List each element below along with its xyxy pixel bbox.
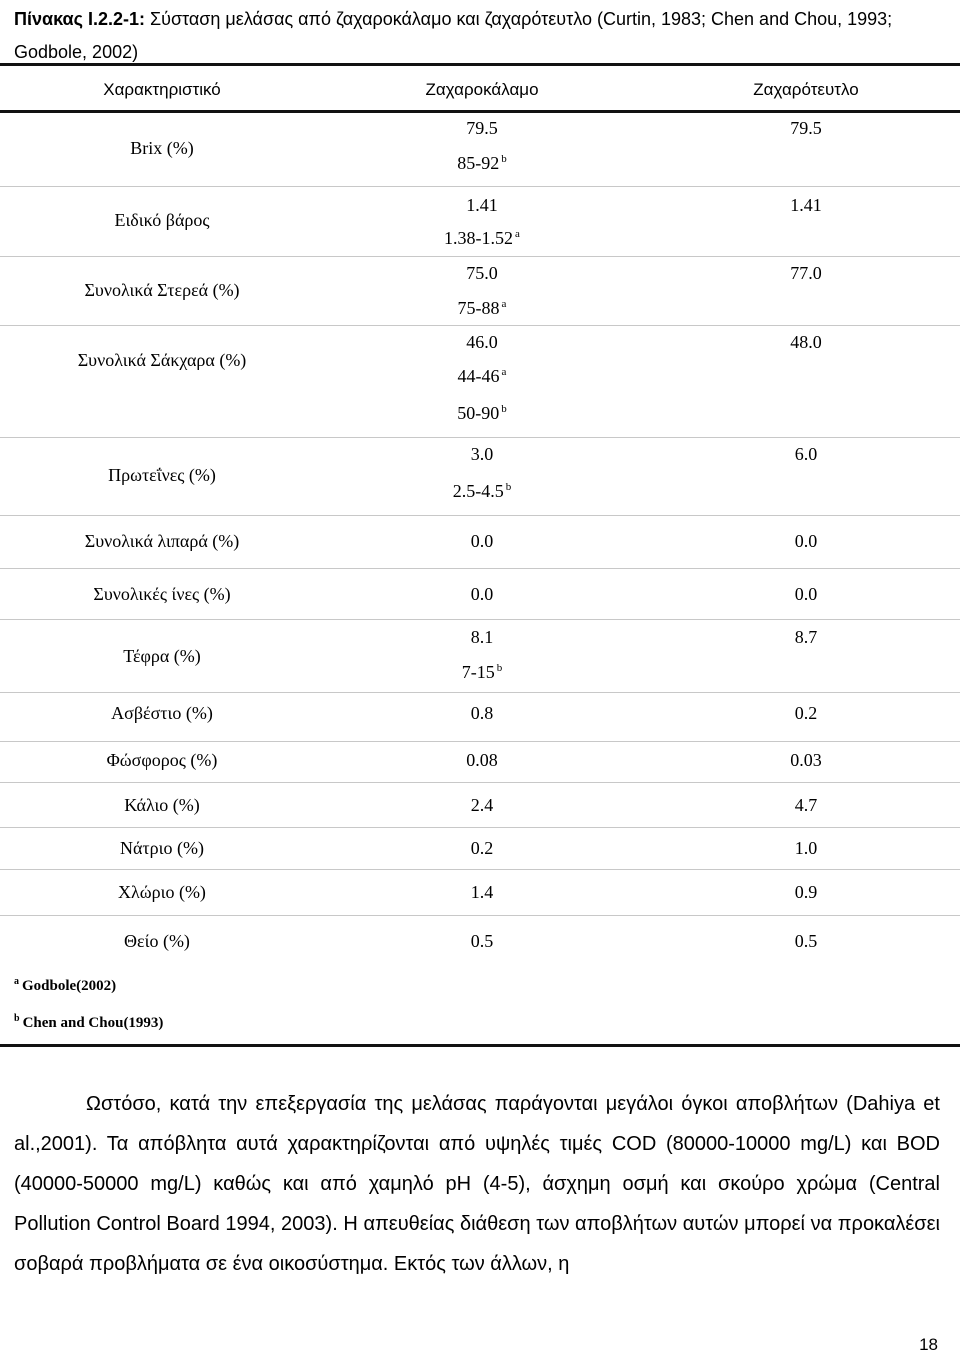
row-label-ash: Τέφρα (%) (123, 646, 201, 666)
header-sugarbeet: Ζαχαρότευτλο (753, 80, 859, 99)
cell-cane-total-sugars: 46.0 (466, 332, 498, 352)
caption-text: Σύσταση μελάσας από ζαχαροκάλαμο και ζαχαρότευτλο (Curtin, 1983; Chen and Chou, 1993; Godbole, 2002) (14, 9, 893, 62)
header-rule (0, 110, 960, 113)
cell-beet-phosphorus: 0.03 (790, 750, 822, 770)
cell-cane-sulfur: 0.5 (470, 931, 494, 951)
header-sugarcane: Ζαχαροκάλαμο (425, 80, 539, 99)
table-top-rule (0, 63, 960, 66)
row-label-potassium: Κάλιο (%) (124, 795, 200, 815)
table-bottom-rule (0, 1044, 960, 1047)
cell-cane-ash: 8.1 (470, 627, 494, 647)
cell-cane-total-fats: 0.0 (470, 531, 494, 551)
cell-cane-total-sugars-range-b: 50-90 $^b$ (457, 403, 507, 423)
body-text (14, 1084, 940, 1284)
cell-beet-total-sugars: 48.0 (790, 332, 822, 352)
cell-cane-ash-range: 7-15 $^b$ (461, 662, 503, 682)
caption-label: Πίνακας Ι.2.2-1: (14, 9, 145, 29)
row-divider (0, 568, 960, 569)
row-divider (0, 515, 960, 516)
footnote-a: $^a$ Godbole(2002) (14, 976, 117, 994)
row-label-chlorine: Χλώριο (%) (118, 882, 206, 902)
cell-cane-calcium: 0.8 (470, 703, 494, 723)
page-number: 18 (919, 1335, 938, 1354)
cell-beet-brix: 79.5 (790, 118, 822, 138)
row-divider (0, 256, 960, 257)
row-label-total-solids: Συνολικά Στερεά (%) (84, 280, 240, 300)
cell-cane-potassium: 2.4 (470, 795, 494, 815)
row-label-sulfur: Θείο (%) (124, 931, 190, 951)
row-label-specific-gravity: Ειδικό βάρος (114, 210, 210, 230)
cell-cane-proteins: 3.0 (470, 444, 494, 464)
cell-beet-ash: 8.7 (794, 627, 818, 647)
cell-cane-total-solids-range: 75-88 $^a$ (457, 298, 507, 318)
row-label-total-fats: Συνολικά λιπαρά (%) (84, 531, 240, 551)
cell-beet-chlorine: 0.9 (794, 882, 818, 902)
row-label-total-fibres: Συνολικές ίνες (%) (93, 584, 231, 604)
cell-cane-brix: 79.5 (466, 118, 498, 138)
cell-cane-specific-gravity: 1.41 (466, 195, 498, 215)
cell-beet-proteins: 6.0 (794, 444, 818, 464)
table-caption (14, 3, 944, 69)
row-label-phosphorus: Φώσφορος (%) (106, 750, 218, 770)
cell-beet-total-fibres: 0.0 (794, 584, 818, 604)
cell-cane-brix-range: 85-92 $^b$ (457, 153, 507, 173)
row-divider (0, 437, 960, 438)
row-divider (0, 869, 960, 870)
cell-beet-sulfur: 0.5 (794, 931, 818, 951)
cell-cane-proteins-range: 2.5-4.5 $^b$ (452, 481, 512, 501)
row-divider (0, 186, 960, 187)
cell-beet-total-solids: 77.0 (790, 263, 822, 283)
row-label-brix: Brix (%) (130, 138, 194, 158)
cell-beet-specific-gravity: 1.41 (790, 195, 822, 215)
cell-beet-sodium: 1.0 (794, 838, 818, 858)
row-divider (0, 741, 960, 742)
cell-cane-total-solids: 75.0 (466, 263, 498, 283)
cell-cane-phosphorus: 0.08 (466, 750, 498, 770)
body-paragraph: Ωστόσο, κατά την επεξεργασία της μελάσας παράγονται μεγάλοι όγκοι αποβλήτων (Dahiya et al.,2001). Τα απόβλητα αυτά χαρακτηρίζονται από υψηλές τιμές COD (80000-10000 mg/L) και BOD (40000-50000 mg/L) καθώς και από χαμηλό pH (4-5), άσχημη οσμή και σκούρο χρώμα (Central Pollution Control Board 1994, 2003). Η απευθείας διάθεση των αποβλήτων αυτών μπορεί να προκαλέσει σοβαρά προβλήματα σε ένα οικοσύστημα. Εκτός των άλλων, η (14, 1093, 940, 1275)
cell-beet-potassium: 4.7 (794, 795, 818, 815)
row-label-total-sugars: Συνολικά Σάκχαρα (%) (77, 350, 247, 370)
header-characteristic: Χαρακτηριστικό (103, 80, 221, 99)
row-divider (0, 692, 960, 693)
row-divider (0, 915, 960, 916)
row-label-sodium: Νάτριο (%) (120, 838, 204, 858)
cell-cane-chlorine: 1.4 (470, 882, 494, 902)
cell-beet-total-fats: 0.0 (794, 531, 818, 551)
row-label-proteins: Πρωτεΐνες (%) (108, 465, 216, 485)
cell-cane-total-fibres: 0.0 (470, 584, 494, 604)
cell-cane-total-sugars-range-a: 44-46 $^a$ (457, 366, 507, 386)
row-divider (0, 325, 960, 326)
row-divider (0, 782, 960, 783)
row-divider (0, 827, 960, 828)
footnote-b: $^b$ Chen and Chou(1993) (14, 1013, 164, 1031)
row-divider (0, 619, 960, 620)
cell-cane-specific-gravity-range: 1.38-1.52 $^a$ (444, 228, 520, 248)
cell-beet-calcium: 0.2 (794, 703, 818, 723)
row-label-calcium: Ασβέστιο (%) (111, 703, 213, 723)
cell-cane-sodium: 0.2 (470, 838, 494, 858)
